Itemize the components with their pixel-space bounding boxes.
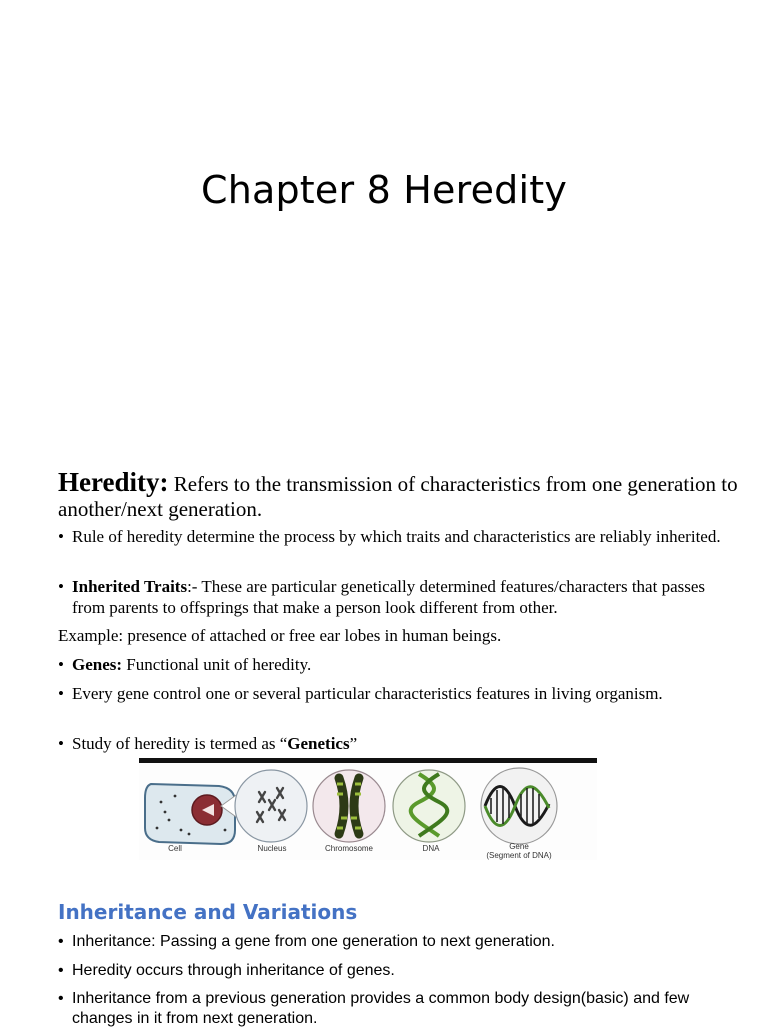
figure-label-gene: Gene	[509, 842, 529, 851]
figure-label-dna: DNA	[422, 844, 440, 853]
genes-term: Genes:	[72, 655, 123, 674]
heredity-definition	[58, 467, 738, 522]
bullet-text: Rule of heredity determine the process by which traits and characteristics are reliably inherited.	[72, 527, 721, 546]
example-line: Example: presence of attached or free ear lobes in human beings.	[58, 626, 502, 645]
bullet-text: Every gene control one or several particular characteristics features in living organism.	[72, 684, 663, 703]
gene-drawing	[481, 768, 557, 844]
bullet-text: :- These are particular genetically determined features/characters that passes from parents to offsprings that make a person look different from other.	[72, 577, 706, 617]
bullet-dot: •	[58, 655, 64, 674]
bullet-text: Functional unit of heredity.	[122, 655, 312, 674]
bullet-dot: •	[58, 933, 64, 950]
heredity-illustration	[139, 758, 597, 860]
chromosome-drawing	[313, 770, 385, 842]
inherited-traits-term: Inherited Traits	[72, 577, 188, 596]
bullet-text: Study of heredity is termed as “	[72, 734, 288, 753]
bullet-text-end: ”	[349, 734, 358, 753]
nucleus-drawing	[235, 770, 307, 842]
bullet-gene-control	[58, 683, 728, 704]
cell-drawing	[145, 784, 235, 844]
section-title-inheritance: Inheritance and Variations	[58, 900, 358, 924]
bullet-dot: •	[58, 734, 64, 753]
inheritance-item-3	[58, 989, 738, 1029]
bullet-dot: •	[58, 962, 64, 979]
bullet-text: Inheritance from a previous generation provides a common body design(basic) and few changes in it from next generation.	[72, 990, 690, 1027]
figure-label-cell: Cell	[168, 844, 182, 853]
genetics-term: Genetics	[287, 734, 350, 753]
heredity-definition-text: Refers to the transmission of characteristics from one generation to another/next generation.	[58, 472, 738, 521]
bullet-text: Heredity occurs through inheritance of genes.	[72, 962, 395, 979]
inheritance-item-2	[58, 961, 738, 981]
bullet-inherited-traits	[58, 576, 728, 618]
bullet-dot: •	[58, 527, 64, 546]
figure-label-gene-sub: (Segment of DNA)	[486, 851, 552, 860]
inheritance-item-1	[58, 932, 738, 952]
figure-label-chromosome: Chromosome	[324, 844, 373, 853]
bullet-rule	[58, 526, 728, 547]
bullet-dot: •	[58, 577, 64, 596]
slide-title: Chapter 8 Heredity	[200, 168, 568, 212]
bullet-dot: •	[58, 684, 64, 703]
bullet-genes	[58, 654, 728, 675]
heredity-term: Heredity:	[58, 467, 169, 497]
dna-drawing	[393, 770, 465, 842]
bullet-genetics	[58, 733, 728, 754]
figure-label-nucleus: Nucleus	[257, 844, 287, 853]
bullet-text: Inheritance: Passing a gene from one generation to next generation.	[72, 933, 555, 950]
bullet-dot: •	[58, 990, 64, 1007]
